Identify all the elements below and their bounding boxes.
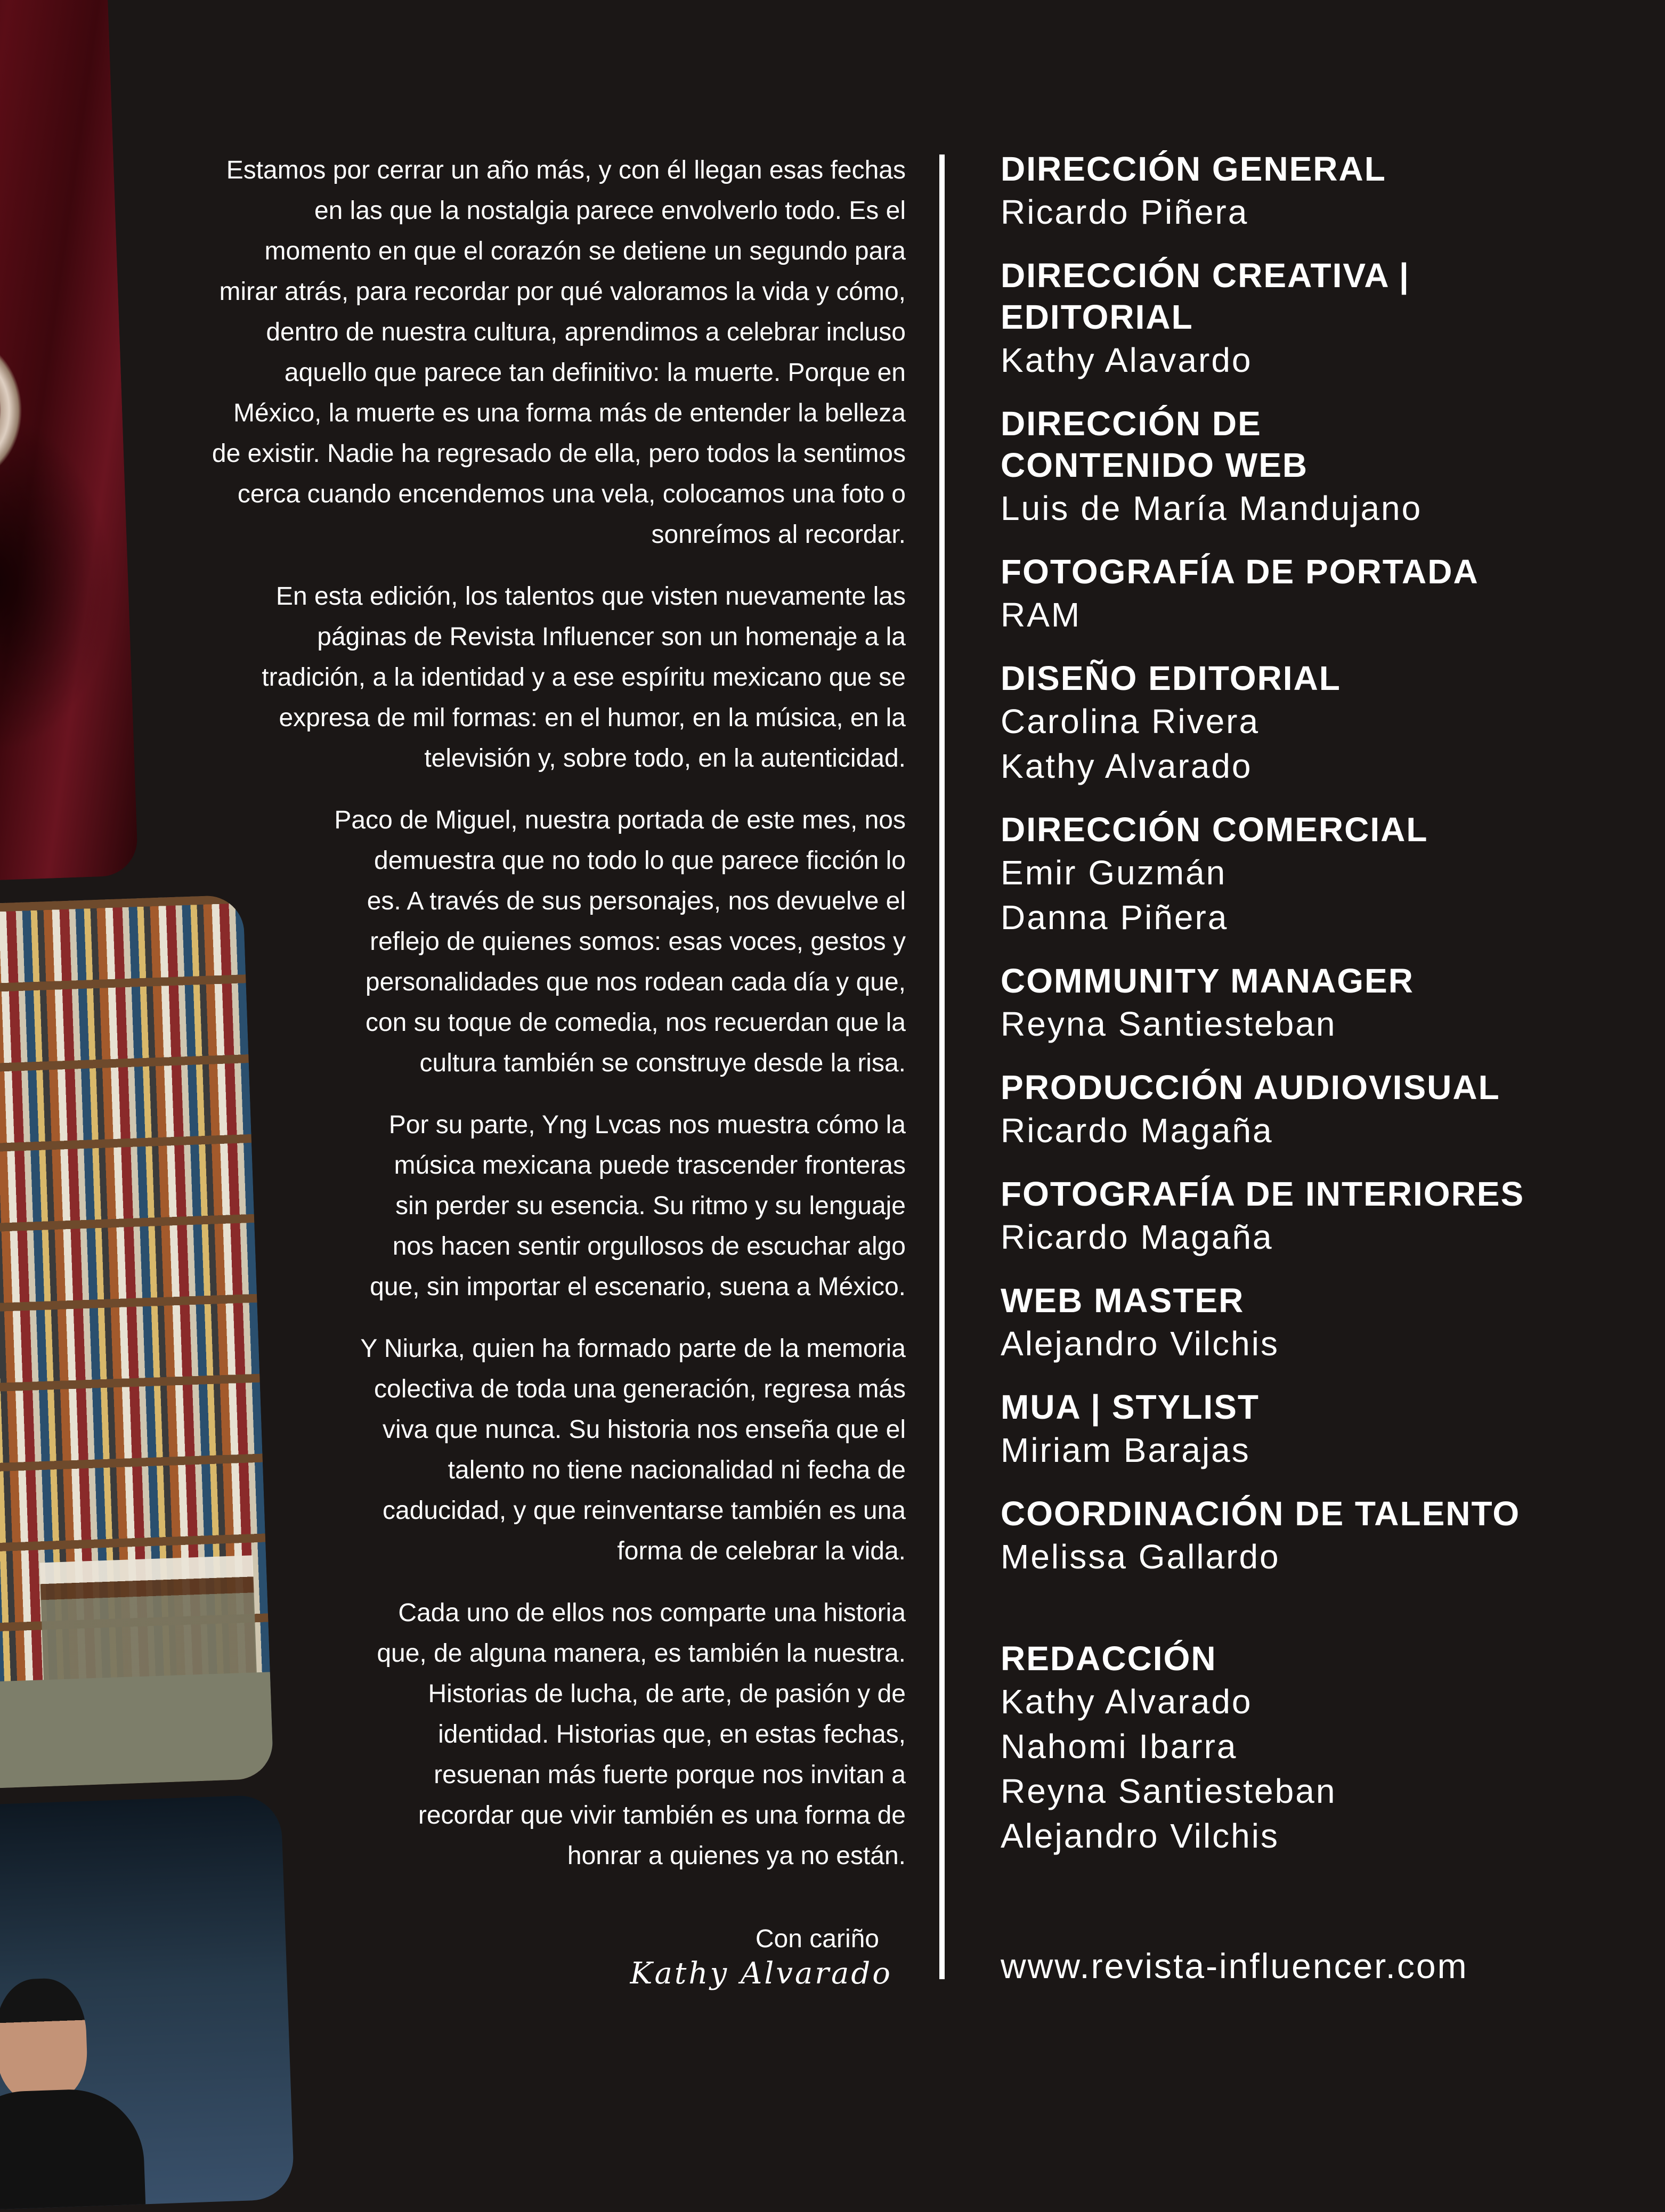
letter-line: caducidad, y que reinventarse también es una — [383, 1497, 906, 1525]
credit-section — [1001, 1067, 1640, 1153]
letter-line: En esta edición, los talentos que visten nuevamente las — [275, 582, 906, 611]
credit-name: Kathy Alavardo — [1001, 341, 1253, 379]
letter-line: dentro de nuestra cultura, aprendimos a celebrar incluso — [266, 318, 906, 346]
letter-line: es. A través de sus personajes, nos devuelve el — [367, 887, 906, 915]
letter-line: Estamos por cerrar un año más, y con él llegan esas fechas — [226, 156, 906, 184]
credit-section — [1001, 1173, 1640, 1259]
letter-line: que, de alguna manera, es también la nuestra. — [377, 1639, 906, 1668]
letter-paragraph — [128, 1105, 906, 1307]
credit-section — [1001, 809, 1640, 940]
credit-section — [1001, 403, 1640, 531]
letter-line: Por su parte, Yng Lvcas nos muestra cómo la — [388, 1111, 906, 1139]
credit-role: FOTOGRAFÍA DE PORTADA — [1001, 552, 1479, 591]
credit-section — [1001, 255, 1640, 383]
credit-name: Ricardo Piñera — [1001, 193, 1249, 231]
letter-line: aquello que parece tan definitivo: la muerte. Porque en — [284, 359, 906, 387]
letter-line: Y Niurka, quien ha formado parte de la memoria — [360, 1335, 906, 1363]
letter-line: cultura también se construye desde la risa. — [419, 1049, 906, 1077]
editor-signature: Kathy Alvarado — [630, 1956, 892, 1991]
letter-line: identidad. Historias que, en estas fechas, — [438, 1720, 906, 1749]
letter-line: sonreímos al recordar. — [651, 521, 906, 549]
letter-line: nos hacen sentir orgullosos de escuchar algo — [392, 1232, 906, 1260]
credit-section — [1001, 1638, 1640, 1858]
letter-line: con su toque de comedia, nos recuerdan que la — [365, 1009, 906, 1037]
credit-role: COMMUNITY MANAGER — [1001, 962, 1414, 1000]
credit-role: REDACCIÓN — [1001, 1639, 1217, 1678]
letter-line: cerca cuando encendemos una vela, colocamos una foto o — [237, 480, 906, 508]
letter-line: recordar que vivir también es una forma de — [418, 1801, 906, 1829]
letter-line: sin perder su esencia. Su ritmo y su lenguaje — [395, 1192, 906, 1220]
credit-role: EDITORIAL — [1001, 298, 1193, 336]
letter-paragraph — [128, 1593, 906, 1876]
letter-line: viva que nunca. Su historia nos enseña que el — [382, 1416, 906, 1444]
letter-line: personalidades que nos rodean cada día y que, — [365, 968, 906, 996]
column-divider — [939, 154, 945, 1979]
letter-line: expresa de mil formas: en el humor, en la música, en la — [279, 704, 906, 732]
letter-line: demuestra que no todo lo que parece ficción lo — [374, 847, 906, 875]
credit-role: COORDINACIÓN DE TALENTO — [1001, 1494, 1521, 1533]
credit-name: Nahomi Ibarra — [1001, 1727, 1238, 1766]
letter-line: música mexicana puede trascender fronteras — [394, 1151, 906, 1180]
credit-name: Luis de María Mandujano — [1001, 489, 1423, 527]
credit-name: Reyna Santiesteban — [1001, 1772, 1337, 1810]
credit-name: RAM — [1001, 596, 1082, 634]
letter-line: Historias de lucha, de arte, de pasión y de — [428, 1680, 906, 1708]
credit-section — [1001, 1493, 1640, 1579]
closing-text: Con cariño — [755, 1925, 879, 1953]
letter-line: en las que la nostalgia parece envolverlo todo. Es el — [314, 197, 906, 225]
person-body-image — [0, 2087, 147, 2212]
letter-line: Paco de Miguel, nuestra portada de este mes, nos — [334, 806, 906, 834]
credit-name: Carolina Rivera — [1001, 702, 1260, 741]
credit-name: Reyna Santiesteban — [1001, 1005, 1337, 1043]
masthead-credits — [1001, 148, 1640, 1878]
letter-paragraph — [128, 800, 906, 1084]
letter-line: mirar atrás, para recordar por qué valoramos la vida y cómo, — [219, 278, 906, 306]
photo-red-velvet-wreath — [0, 0, 139, 882]
letter-line: colectiva de toda una generación, regresa más — [374, 1375, 906, 1403]
letter-line: de existir. Nadie ha regresado de ella, pero todos la sentimos — [212, 440, 906, 468]
credit-role: MUA | STYLIST — [1001, 1388, 1260, 1426]
credit-role: DIRECCIÓN GENERAL — [1001, 150, 1386, 188]
credit-section — [1001, 1280, 1640, 1366]
letter-line: momento en que el corazón se detiene un segundo para — [264, 237, 906, 265]
letter-line: forma de celebrar la vida. — [617, 1537, 906, 1565]
letter-line: honrar a quienes ya no están. — [567, 1842, 906, 1870]
letter-paragraph — [128, 150, 906, 555]
letter-line: talento no tiene nacionalidad ni fecha de — [448, 1456, 906, 1484]
credit-name: Melissa Gallardo — [1001, 1538, 1280, 1576]
credit-name: Kathy Alvarado — [1001, 747, 1253, 785]
credit-name: Emir Guzmán — [1001, 853, 1227, 892]
credit-name: Alejandro Vilchis — [1001, 1324, 1279, 1363]
letter-line: tradición, a la identidad y a ese espíritu mexicano que se — [262, 663, 906, 692]
credit-section — [1001, 1386, 1640, 1473]
credit-role: DIRECCIÓN DE — [1001, 404, 1262, 443]
letter-line: que, sin importar el escenario, suena a México. — [370, 1273, 906, 1301]
letter-line: reflejo de quienes somos: esas voces, gestos y — [370, 928, 906, 956]
credit-name: Ricardo Magaña — [1001, 1111, 1273, 1150]
editors-letter — [128, 150, 906, 1898]
flower-wreath-image — [0, 330, 29, 489]
letter-paragraph — [128, 576, 906, 779]
website-url[interactable]: www.revista-influencer.com — [1001, 1946, 1468, 1986]
letter-line: resuenan más fuerte porque nos invitan a — [434, 1761, 906, 1789]
credit-role: DIRECCIÓN COMERCIAL — [1001, 810, 1428, 849]
credit-role: DISEÑO EDITORIAL — [1001, 659, 1341, 697]
person-head-image — [0, 1977, 88, 2103]
credit-name: Danna Piñera — [1001, 898, 1229, 937]
credit-role: CONTENIDO WEB — [1001, 446, 1309, 484]
credit-role: DIRECCIÓN CREATIVA | — [1001, 256, 1410, 295]
credit-section — [1001, 148, 1640, 234]
credit-name: Ricardo Magaña — [1001, 1218, 1273, 1256]
credit-name: Kathy Alvarado — [1001, 1682, 1253, 1721]
credit-name: Alejandro Vilchis — [1001, 1817, 1279, 1855]
credit-section — [1001, 960, 1640, 1046]
letter-line: páginas de Revista Influencer son un homenaje a la — [317, 623, 906, 651]
credit-role: FOTOGRAFÍA DE INTERIORES — [1001, 1175, 1525, 1213]
credit-name: Miriam Barajas — [1001, 1431, 1250, 1469]
letter-line: México, la muerte es una forma más de entender la belleza — [233, 399, 906, 427]
letter-line: televisión y, sobre todo, en la autenticidad. — [424, 744, 906, 772]
credit-role: PRODUCCIÓN AUDIOVISUAL — [1001, 1068, 1500, 1107]
credit-section — [1001, 657, 1640, 788]
credit-section — [1001, 551, 1640, 637]
credit-role: WEB MASTER — [1001, 1281, 1245, 1320]
letter-paragraph — [128, 1329, 906, 1572]
letter-line: Cada uno de ellos nos comparte una historia — [398, 1599, 906, 1627]
